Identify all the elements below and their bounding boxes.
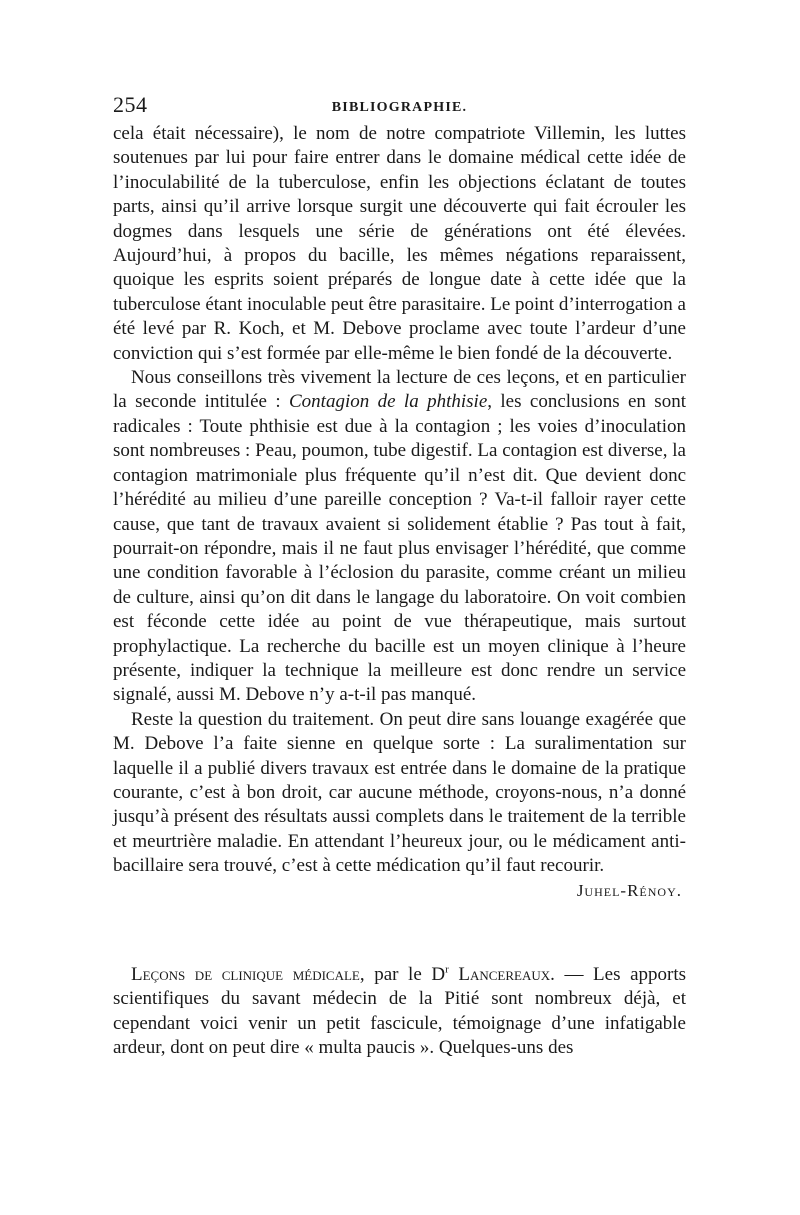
review-by: , par le D [359, 964, 446, 985]
paragraph-treatment: Reste la question du traitement. On peut dire sans louange exagérée que M. Debove l’a faite sienne en quelque sorte : La suralimentation sur laquelle il a publié divers travaux est entrée dans le domaine de la pratique courante, c’est à bon droit, car aucune méthode, croyons-nous, n’a donné jusqu’à présent des résultats aussi complets dans le traitement de la terrible et meurtrière maladie. En attendant l’heureux jour, ou le médicament anti-bacillaire sera trouvé, c’est à cette médication qu’il faut recourir. [113, 708, 686, 877]
review-text: . — Les apports scientifiques du savant médecin de la Pitié sont nombreux déjà, et cependant voici venir un petit fascicule, témoignage d’une infatigable ardeur, dont on peut dire « multa paucis ». Quelques-uns des [113, 964, 687, 1059]
paragraph-lessons-intro: Nous conseillons très vivement la lecture de ces leçons, et en particulier la seconde intitulée : [113, 367, 686, 413]
review-book-title: Leçons de clinique médicale [131, 964, 360, 985]
review-author: Lancereaux [458, 964, 551, 985]
book-page [113, 92, 686, 1061]
paragraph-lessons [113, 366, 686, 708]
paragraph-continued: cela était nécessaire), le nom de notre compatriote Villemin, les luttes soutenues par lui pour faire entrer dans le domaine médical cette idée de l’inoculabilité de la tuberculose, enfin les objections éclatant de toutes parts, ainsi qu’il arrive lorsque surgit une découverte qui fait écrouler les dogmes dans lesquels une série de générations ont été élevées. Aujourd’hui, à propos du bacille, les mêmes négations reparaissent, quoique les esprits soient préparés de longue date à cette idée que la tuberculose étant inoculable peut être parasitaire. Le point d’interrogation a été levé par R. Koch, et M. Debove proclame avec toute l’ardeur d’une conviction qui s’est formée par elle-même le bien fondé de la découverte. [113, 123, 686, 364]
running-head: BIBLIOGRAPHIE. [331, 100, 468, 115]
author-signature: Juhel-Rénoy. [576, 880, 682, 900]
lesson-title: Contagion de la phthisie [289, 391, 488, 413]
doctor-abbrev-sup: r [445, 963, 449, 976]
section-gap [113, 903, 686, 963]
body-text [113, 122, 686, 1061]
page-header [113, 92, 686, 122]
page-number: 254 [113, 92, 148, 117]
paragraph-lessons-rest: , les conclusions en sont radicales : Toute phthisie est due à la contagion ; les voies d’inoculation sont nombreuses : Peau, poumon, tube digestif. La contagion est diverse, la contagion matrimoniale plus fréquente qu’il n’est dit. Que devient donc l’hérédité au milieu d’une pareille conception ? Va-t-il falloir rayer cette cause, que tant de travaux avaient si solidement établie ? Pas tout à fait, pourrait-on répondre, mais il ne faut plus envisager l’hérédité, que comme une condition favorable à l’éclosion du parasite, comme créant un milieu de culture, ainsi qu’on dit dans le langage du laboratoire. On voit combien est féconde cette idée au point de vue thérapeutique, mais surtout prophylactique. La recherche du bacille est un moyen clinique à l’heure présente, indiquer la technique la meilleure est donc rendre un service signalé, aussi M. Debove n’y a-t-il pas manqué. [113, 391, 686, 706]
paragraph-review [113, 963, 686, 1061]
